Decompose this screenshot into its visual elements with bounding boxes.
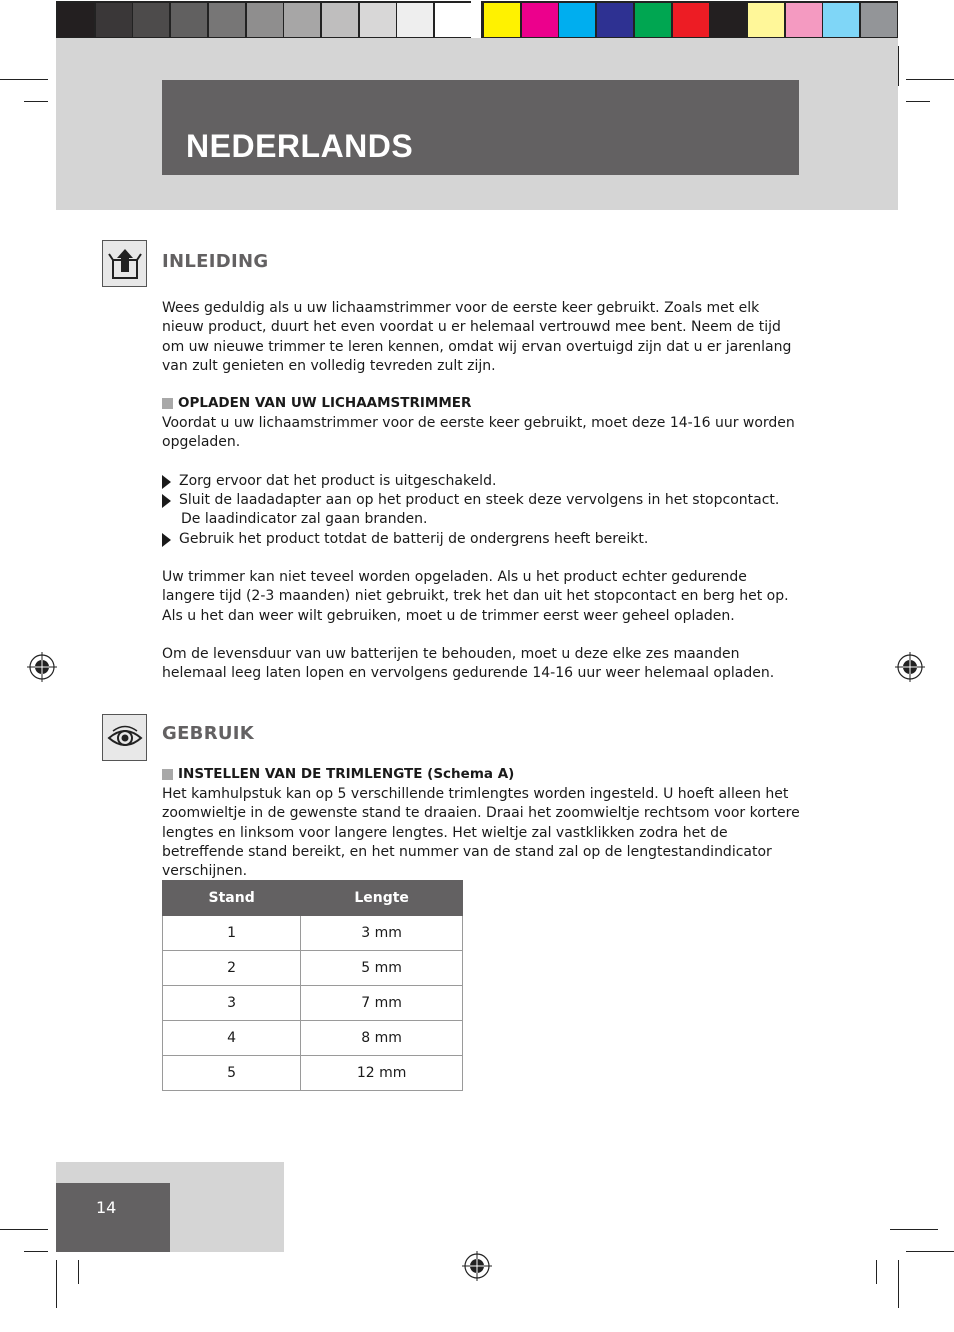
subhead-trim-length <box>162 766 514 782</box>
color-swatch <box>748 3 784 37</box>
color-swatch <box>597 3 633 37</box>
charge-paragraph: Voordat u uw lichaamstrimmer voor de eerste keer gebruikt, moet deze 14-16 uur worden opgeladen. <box>162 415 795 451</box>
color-swatch <box>247 3 283 37</box>
subhead-trim-length-label: INSTELLEN VAN DE TRIMLENGTE (Schema A) <box>178 766 515 782</box>
crop-mark <box>0 1229 48 1230</box>
color-swatch <box>484 3 520 37</box>
box-upload-icon <box>102 240 147 287</box>
table-cell: 1 <box>163 916 301 951</box>
crop-mark <box>56 1260 57 1308</box>
page-title: NEDERLANDS <box>186 128 414 164</box>
color-swatch <box>823 3 859 37</box>
section-title-gebruik: GEBRUIK <box>162 723 255 744</box>
table-cell: 8 mm <box>301 1021 463 1056</box>
crop-mark <box>906 101 930 102</box>
color-swatch <box>861 3 897 37</box>
crop-mark <box>906 79 954 80</box>
square-bullet-icon <box>162 398 173 409</box>
color-swatch <box>209 3 245 37</box>
table-cell: 3 mm <box>301 916 463 951</box>
list-item-text: Gebruik het product totdat de batterij de ondergrens heeft bereikt. <box>179 531 649 547</box>
crop-mark <box>0 79 48 80</box>
crop-mark <box>898 46 899 86</box>
trim-length-table <box>162 880 463 1091</box>
subhead-charging-label: OPLADEN VAN UW LICHAAMSTRIMMER <box>178 395 472 411</box>
list-item <box>162 472 496 491</box>
color-swatch <box>710 3 746 37</box>
color-swatch <box>58 3 94 37</box>
table-cell: 12 mm <box>301 1056 463 1091</box>
triangle-bullet-icon <box>162 475 171 489</box>
list-item-text: Sluit de laadadapter aan op het product en steek deze vervolgens in het stopcontact. <box>179 492 780 508</box>
color-swatch <box>96 3 132 37</box>
triangle-bullet-icon <box>162 494 171 508</box>
color-swatch <box>397 3 433 37</box>
eye-icon <box>102 714 147 761</box>
table-cell: 4 <box>163 1021 301 1056</box>
table-row <box>163 1021 463 1056</box>
list-item <box>162 491 779 530</box>
color-swatch <box>786 3 822 37</box>
list-item-continuation: De laadindicator zal gaan branden. <box>181 511 428 528</box>
column-header-lengte: Lengte <box>301 881 463 916</box>
square-bullet-icon <box>162 769 173 780</box>
list-item <box>162 530 648 549</box>
crop-mark <box>78 1260 79 1284</box>
list-item-text: Zorg ervoor dat het product is uitgeschakeld. <box>179 473 497 489</box>
intro-paragraph: Wees geduldig als u uw lichaamstrimmer voor de eerste keer gebruikt. Zoals met elk nieuw product, duurt het even voordat u er helemaal vertrouwd mee bent. Neem de tijd om uw nieuwe trimmer te leren kennen, omdat wij ervan overtuigd zijn dat u er jarenlang van zult genieten en volledig tevreden zult zijn. <box>162 300 792 374</box>
color-swatch <box>635 3 671 37</box>
registration-mark-icon <box>895 652 925 682</box>
crop-mark <box>24 1251 48 1252</box>
page-number: 14 <box>96 1198 117 1217</box>
table-row <box>163 1056 463 1091</box>
crop-mark <box>24 101 48 102</box>
title-banner <box>162 80 799 175</box>
color-swatch <box>522 3 558 37</box>
registration-mark-icon <box>27 652 57 682</box>
table-row <box>163 916 463 951</box>
battery-paragraph: Om de levensduur van uw batterijen te behouden, moet u deze elke zes maanden helemaal leeg laten lopen en vervolgens gedurende 14-16 uur weer helemaal opladen. <box>162 646 775 682</box>
table-cell: 7 mm <box>301 986 463 1021</box>
section-title-inleiding: INLEIDING <box>162 251 269 272</box>
table-cell: 3 <box>163 986 301 1021</box>
column-header-stand: Stand <box>163 881 301 916</box>
table-row <box>163 986 463 1021</box>
crop-mark <box>890 1229 938 1230</box>
table-cell: 2 <box>163 951 301 986</box>
table-cell: 5 mm <box>301 951 463 986</box>
color-swatch <box>133 3 169 37</box>
color-swatch <box>284 3 320 37</box>
crop-mark <box>876 1260 877 1284</box>
color-swatch <box>171 3 207 37</box>
table-header-row <box>163 881 463 916</box>
triangle-bullet-icon <box>162 533 171 547</box>
color-swatch <box>322 3 358 37</box>
color-swatch <box>559 3 595 37</box>
color-swatch <box>360 3 396 37</box>
crop-mark <box>898 1260 899 1308</box>
registration-mark-icon <box>462 1251 492 1281</box>
table-row <box>163 951 463 986</box>
page-number-box <box>56 1183 170 1252</box>
overcharge-paragraph: Uw trimmer kan niet teveel worden opgeladen. Als u het product echter gedurende langere tijd (2-3 maanden) niet gebruikt, trek het dan uit het stopcontact en berg het op. Als u het dan weer wilt gebruiken, moet u de trimmer eerst weer geheel opladen. <box>162 569 789 624</box>
color-swatch <box>435 3 471 37</box>
trim-length-paragraph: Het kamhulpstuk kan op 5 verschillende trimlengtes worden ingesteld. U hoeft alleen het zoomwieltje in de gewenste stand te draaien. Draai het zoomwieltje rechtsom voor kortere lengtes en linksom voor langere lengtes. Het wieltje zal vastklikken zodra het de betreffende stand bereikt, en het nummer van de stand zal op de lengtestandindicator verschijnen. <box>162 786 800 880</box>
color-swatch <box>673 3 709 37</box>
table-cell: 5 <box>163 1056 301 1091</box>
subhead-charging <box>162 395 471 411</box>
crop-mark <box>906 1251 954 1252</box>
